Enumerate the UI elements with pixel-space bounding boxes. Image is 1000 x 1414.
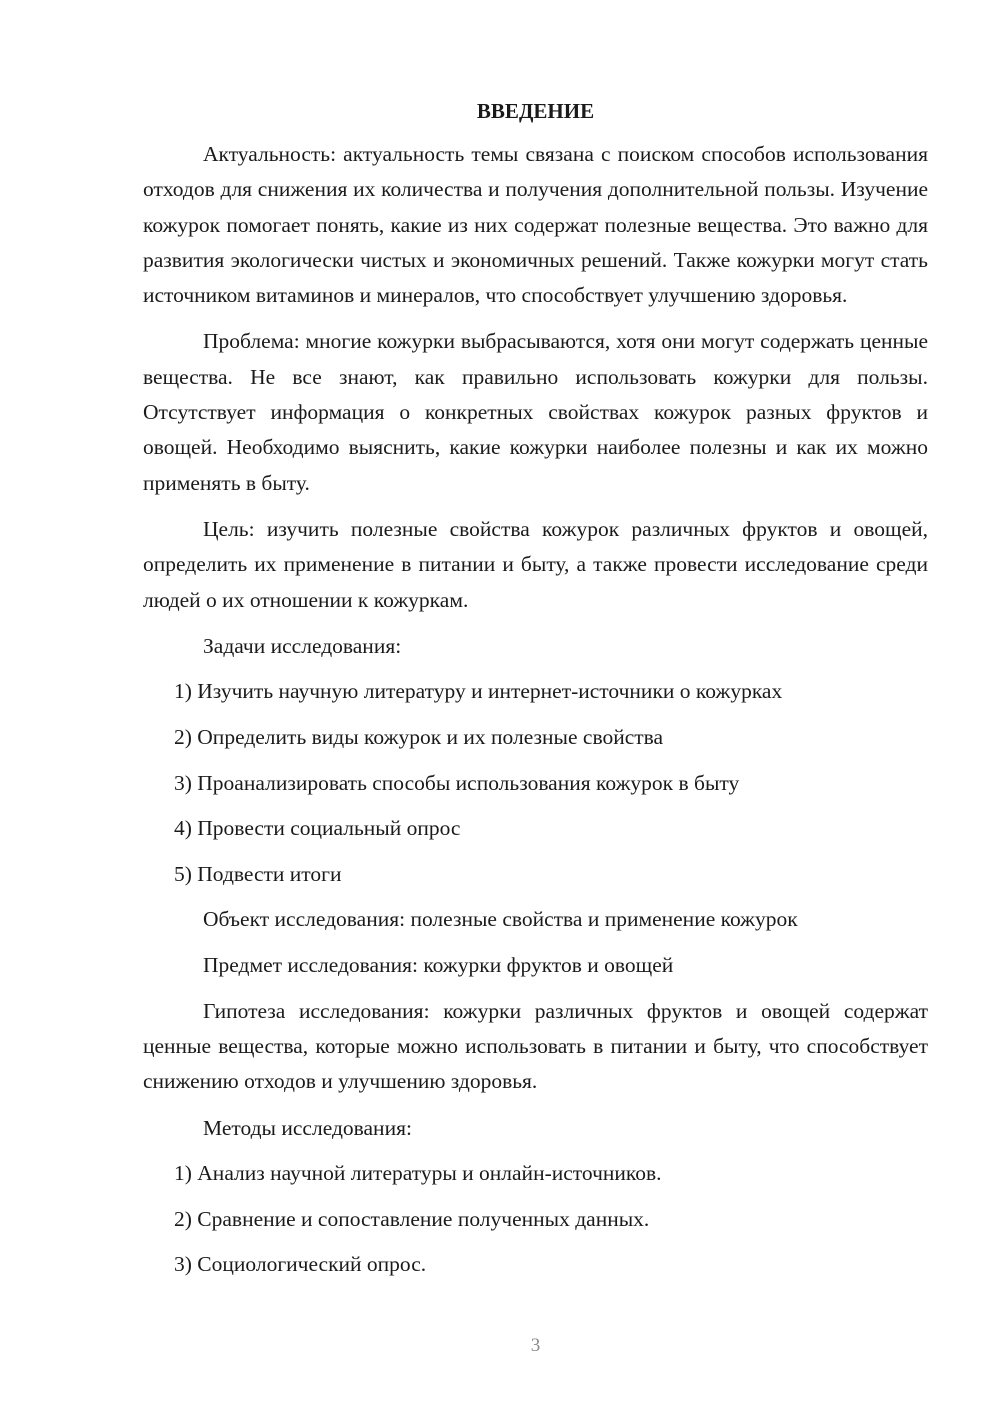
method-item: 3) Социологический опрос. bbox=[174, 1252, 427, 1277]
methods-heading: Методы исследования: bbox=[203, 1115, 412, 1140]
task-item: 4) Провести социальный опрос bbox=[174, 816, 461, 841]
method-item: 1) Анализ научной литературы и онлайн-источников. bbox=[174, 1161, 662, 1186]
page-number: 3 bbox=[530, 1335, 541, 1356]
task-item: 5) Подвести итоги bbox=[174, 861, 342, 886]
research-object: Объект исследования: полезные свойства и применение кожурок bbox=[203, 907, 798, 932]
page-title: ВВЕДЕНИЕ bbox=[476, 99, 595, 123]
research-subject: Предмет исследования: кожурки фруктов и овощей bbox=[203, 953, 674, 978]
problem-paragraph: Проблема: многие кожурки выбрасываются, хотя они могут содержать ценные вещества. Не все знают, как правильно использовать кожурки для пользы. Отсутствует информация о конкретных свойствах кожурок разных фруктов и овощей. Необходимо выяснить, какие кожурки наиболее полезны и как их можно применять в быту. bbox=[143, 329, 928, 495]
tasks-heading: Задачи исследования: bbox=[203, 633, 402, 658]
relevance-paragraph: Актуальность: актуальность темы связана с поиском способов использования отходов для снижения их количества и получения дополнительной пользы. Изучение кожурок помогает понять, какие из них содержат полезные вещества. Это важно для развития экологически чистых и экономичных решений. Также кожурки могут стать источником витаминов и минералов, что способствует улучшению здоровья. bbox=[143, 142, 928, 308]
task-item: 2) Определить виды кожурок и их полезные свойства bbox=[174, 725, 664, 750]
task-item: 1) Изучить научную литературу и интернет-источники о кожурках bbox=[174, 679, 783, 704]
method-item: 2) Сравнение и сопоставление полученных данных. bbox=[174, 1206, 650, 1231]
goal-paragraph: Цель: изучить полезные свойства кожурок различных фруктов и овощей, определить их применение в питании и быту, а также провести исследование среди людей о их отношении к кожуркам. bbox=[143, 516, 928, 612]
task-item: 3) Проанализировать способы использования кожурок в быту bbox=[174, 770, 740, 795]
page-content bbox=[143, 96, 928, 1293]
hypothesis-paragraph: Гипотеза исследования: кожурки различных фруктов и овощей содержат ценные вещества, которые можно использовать в питании и быту, что способствует снижению отходов и улучшению здоровья. bbox=[143, 998, 928, 1094]
